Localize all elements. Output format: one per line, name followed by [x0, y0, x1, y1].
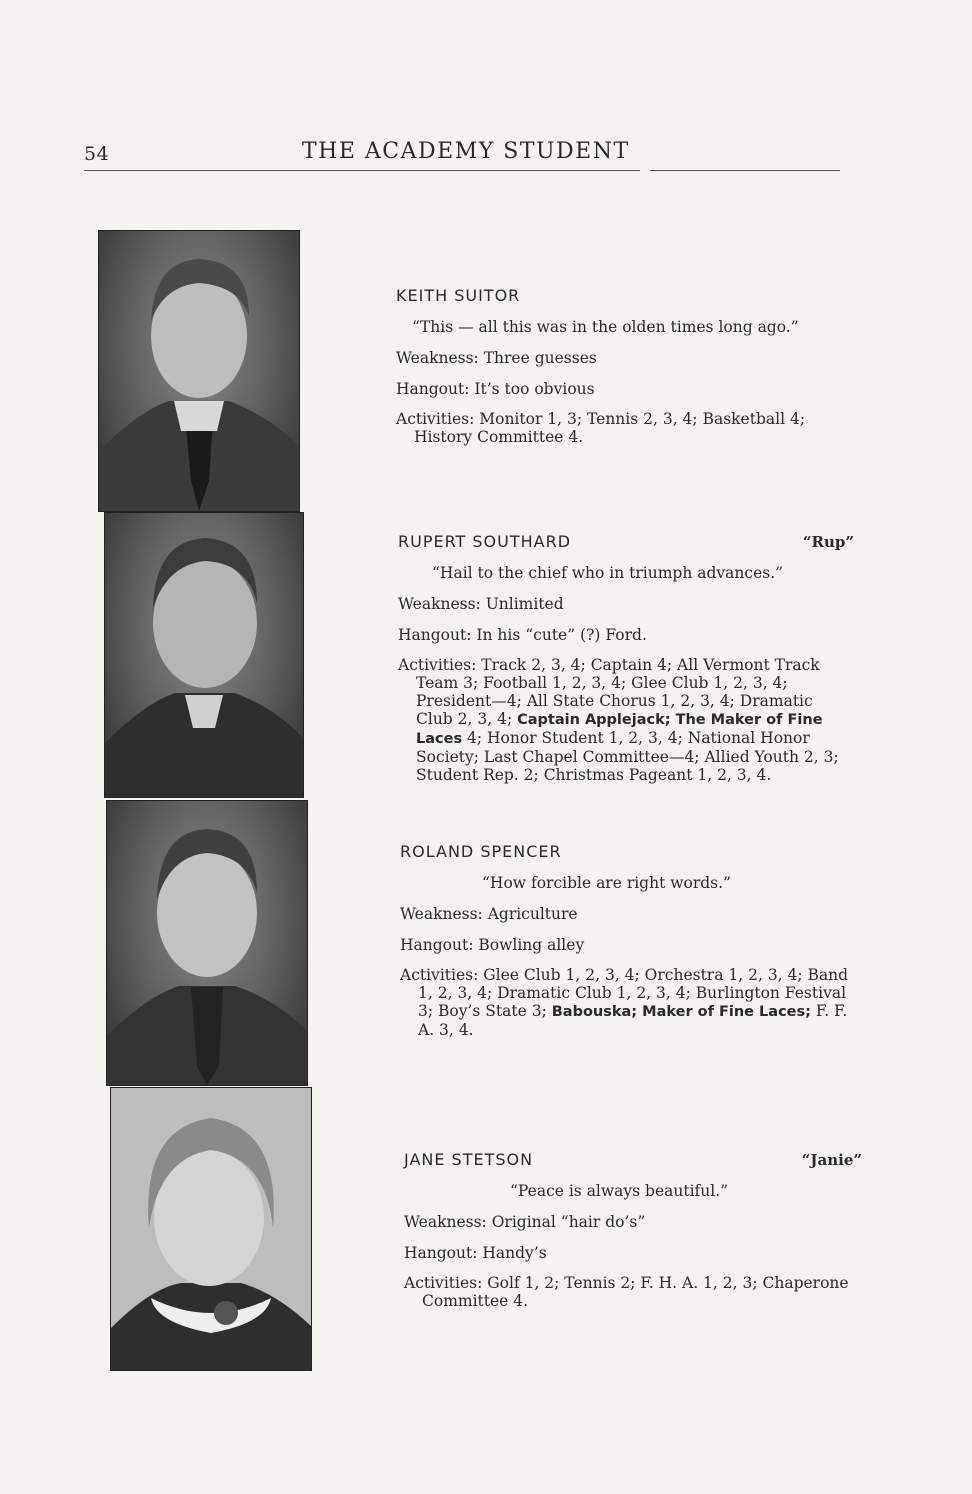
activities-line: [398, 656, 854, 784]
page-number: 54: [84, 143, 110, 165]
entry-jane-stetson: [404, 1151, 862, 1310]
activities-label: Activities:: [400, 966, 479, 984]
weakness-value: Original “hair do’s”: [491, 1213, 646, 1231]
activity-text: 4; Honor Student 1, 2, 3, 4; National Honor Society; Last Chapel Committee—4; Allied Youth 2, 3; Student Rep. 2; Christmas Pageant 1, 2, 3, 4.: [416, 729, 839, 784]
activity-text: Track 2, 3, 4;: [481, 656, 591, 674]
student-quote: “Hail to the chief who in triumph advances.”: [432, 564, 784, 582]
portrait-photo-rupert-southard: [104, 512, 304, 798]
weakness-line: [396, 349, 866, 367]
weakness-line: [400, 905, 858, 923]
activities-line: [396, 410, 866, 446]
activities-label: Activities:: [404, 1274, 483, 1292]
activities-line: [404, 1274, 862, 1310]
student-nickname: “Rup”: [802, 533, 854, 551]
student-name: KEITH SUITOR: [396, 286, 521, 305]
hangout-label: Hangout:: [404, 1244, 478, 1262]
weakness-line: [398, 595, 854, 613]
student-name: RUPERT SOUTHARD: [398, 532, 572, 551]
hangout-label: Hangout:: [398, 626, 472, 644]
weakness-line: [404, 1213, 862, 1231]
student-name: ROLAND SPENCER: [400, 842, 562, 861]
entry-roland-spencer: [400, 843, 858, 1039]
entry-keith-suitor: [396, 287, 866, 446]
hangout-line: [404, 1244, 862, 1262]
student-quote: “Peace is always beautiful.”: [510, 1182, 729, 1200]
weakness-label: Weakness:: [400, 905, 483, 923]
weakness-label: Weakness:: [396, 349, 479, 367]
activities-value: [416, 656, 839, 784]
student-name: JANE STETSON: [404, 1150, 534, 1169]
weakness-value: Agriculture: [487, 905, 578, 923]
activities-value: [418, 966, 848, 1039]
hangout-line: [398, 626, 854, 644]
hangout-value: Handy’s: [482, 1244, 547, 1262]
header-rule-left: [84, 170, 640, 171]
activity-text: Glee Club 1, 2, 3, 4; Orchestra 1, 2, 3, 4; Band 1, 2, 3, 4; Dramatic Club 1, 2, 3, 4; Burlington Festival 3; Boy’s State 3;: [418, 966, 849, 1020]
activity-text: Dramatic Club 2, 3, 4;: [416, 692, 813, 728]
hangout-line: [396, 380, 866, 398]
activity-play-title: Babouska; Maker of Fine Laces;: [551, 1004, 811, 1020]
weakness-label: Weakness:: [398, 595, 481, 613]
student-nickname: “Janie”: [801, 1151, 862, 1169]
activity-text: Monitor 1, 3; Tennis 2, 3, 4; Basketball 4; History Committee 4.: [414, 410, 806, 446]
header-rule-right: [650, 170, 840, 171]
activities-label: Activities:: [398, 656, 477, 674]
hangout-value: Bowling alley: [478, 936, 585, 954]
activities-line: [400, 966, 858, 1039]
activity-text: Captain 4; All Vermont Track Team 3; Football 1, 2, 3, 4; Glee Club 1, 2, 3, 4; President—4; All State Chorus 1, 2, 3, 4;: [416, 656, 820, 710]
hangout-value: In his “cute” (?) Ford.: [476, 626, 647, 644]
student-quote: “This — all this was in the olden times long ago.”: [412, 318, 799, 336]
portrait-photo-jane-stetson: [110, 1087, 312, 1371]
entry-rupert-southard: [398, 533, 854, 784]
hangout-label: Hangout:: [396, 380, 470, 398]
activity-text: Golf 1, 2; Tennis 2; F. H. A. 1, 2, 3; Chaperone Committee 4.: [422, 1274, 849, 1310]
portrait-photo-keith-suitor: [98, 230, 300, 512]
hangout-line: [400, 936, 858, 954]
activity-text: F. F. A. 3, 4.: [418, 1002, 848, 1039]
weakness-value: Three guesses: [483, 349, 597, 367]
portrait-photo-roland-spencer: [106, 800, 308, 1086]
activity-play-title: Captain Applejack; The Maker of Fine Laces: [416, 712, 823, 747]
weakness-value: Unlimited: [485, 595, 564, 613]
activities-value: [422, 1274, 849, 1310]
student-quote: “How forcible are right words.”: [482, 874, 731, 892]
weakness-label: Weakness:: [404, 1213, 487, 1231]
hangout-value: It’s too obvious: [474, 380, 595, 398]
hangout-label: Hangout:: [400, 936, 474, 954]
page-header-title: THE ACADEMY STUDENT: [302, 139, 630, 164]
activities-label: Activities:: [396, 410, 475, 428]
